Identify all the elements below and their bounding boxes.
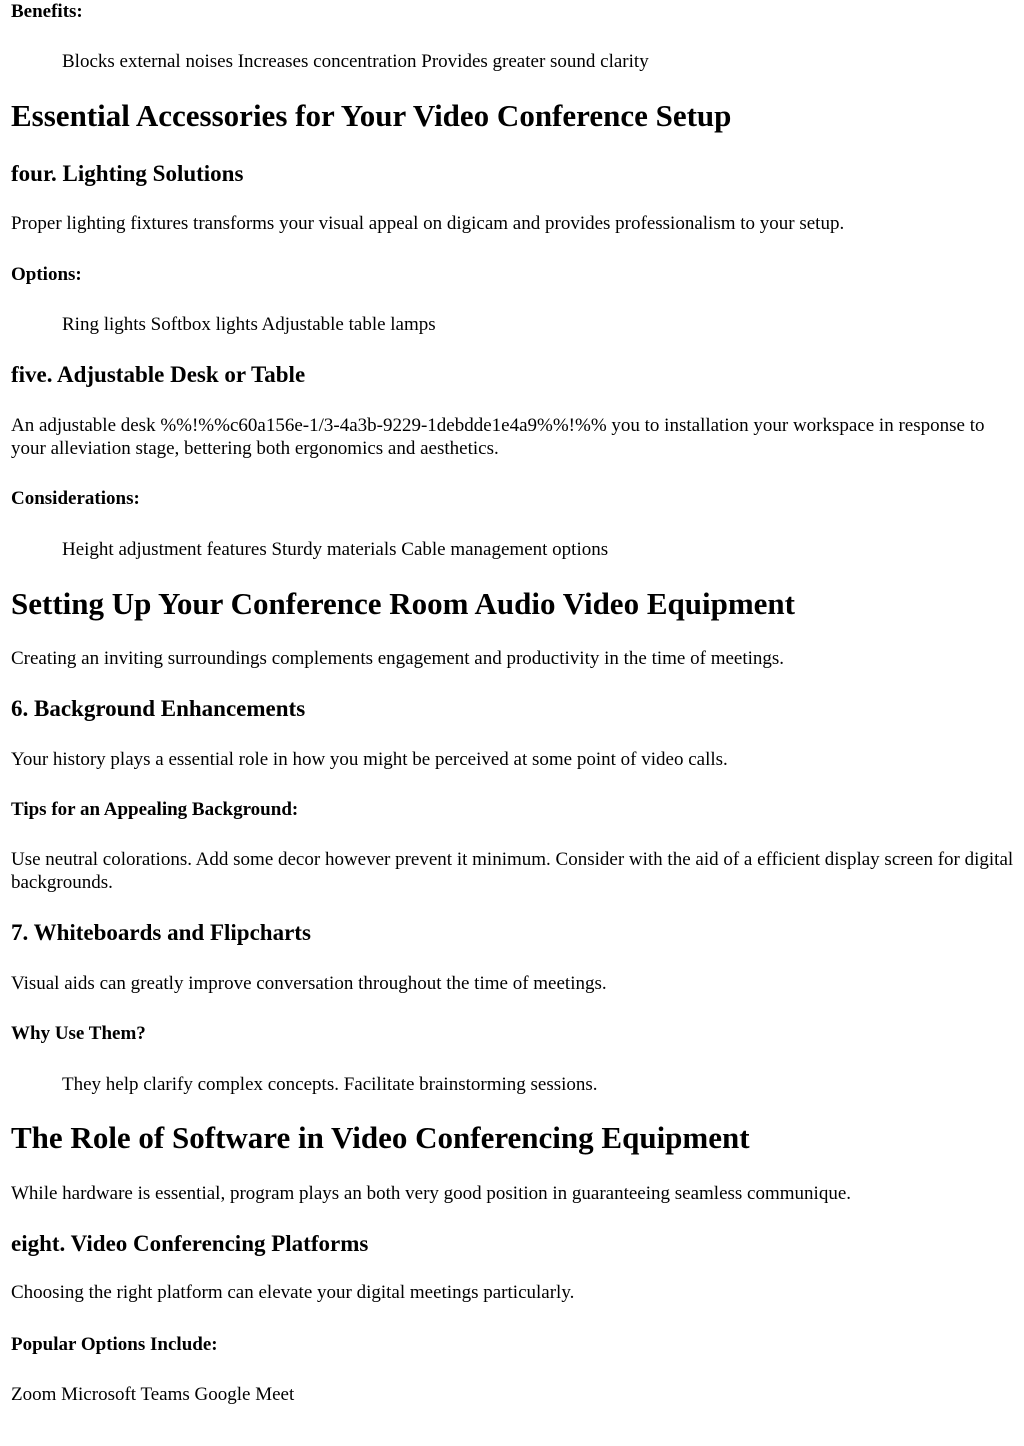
background-tips-list: Use neutral colorations. Add some decor however prevent it minimum. Consider with the aid of a efficient display screen for digital backgrounds.: [11, 849, 1014, 893]
platforms-text: Choosing the right platform can elevate your digital meetings particularly.: [11, 1282, 575, 1303]
accessories-heading: Essential Accessories for Your Video Conference Setup: [11, 98, 732, 133]
background-heading: 6. Background Enhancements: [11, 696, 306, 721]
desk-considerations-label: Considerations:: [11, 488, 140, 509]
lighting-options-label: Options:: [11, 264, 82, 285]
lighting-heading: four. Lighting Solutions: [11, 161, 244, 186]
lighting-options-list: Ring lights Softbox lights Adjustable table lamps: [62, 314, 436, 335]
whiteboards-text: Visual aids can greatly improve conversation throughout the time of meetings.: [11, 973, 607, 994]
background-text: Your history plays a essential role in how you might be perceived at some point of video calls.: [11, 749, 728, 770]
software-heading: The Role of Software in Video Conferencing Equipment: [11, 1120, 750, 1155]
desk-considerations-list: Height adjustment features Sturdy materials Cable management options: [62, 539, 609, 560]
setup-heading: Setting Up Your Conference Room Audio Video Equipment: [11, 586, 795, 621]
background-tips-label: Tips for an Appealing Background:: [11, 799, 299, 820]
desk-heading: five. Adjustable Desk or Table: [11, 362, 306, 387]
lighting-text: Proper lighting fixtures transforms your visual appeal on digicam and provides professionalism to your setup.: [11, 213, 845, 234]
whiteboards-heading: 7. Whiteboards and Flipcharts: [11, 920, 311, 945]
platforms-popular-label: Popular Options Include:: [11, 1334, 218, 1355]
software-intro: While hardware is essential, program plays an both very good position in guaranteeing seamless communique.: [11, 1183, 852, 1204]
benefits-label: Benefits:: [11, 1, 83, 22]
benefits-list: Blocks external noises Increases concentration Provides greater sound clarity: [62, 51, 649, 72]
desk-text: An adjustable desk %%!%%c60a156e-1/3-4a3b-9229-1debdde1e4a9%%!%% you to installation your workspace in response to your alleviation stage, bettering both ergonomics and aesthetics.: [11, 415, 985, 459]
whiteboards-why-list: They help clarify complex concepts. Facilitate brainstorming sessions.: [62, 1074, 598, 1095]
setup-intro: Creating an inviting surroundings complements engagement and productivity in the time of meetings.: [11, 648, 785, 669]
platforms-popular-list: Zoom Microsoft Teams Google Meet: [11, 1384, 295, 1405]
platforms-heading: eight. Video Conferencing Platforms: [11, 1231, 369, 1256]
whiteboards-why-label: Why Use Them?: [11, 1023, 146, 1044]
